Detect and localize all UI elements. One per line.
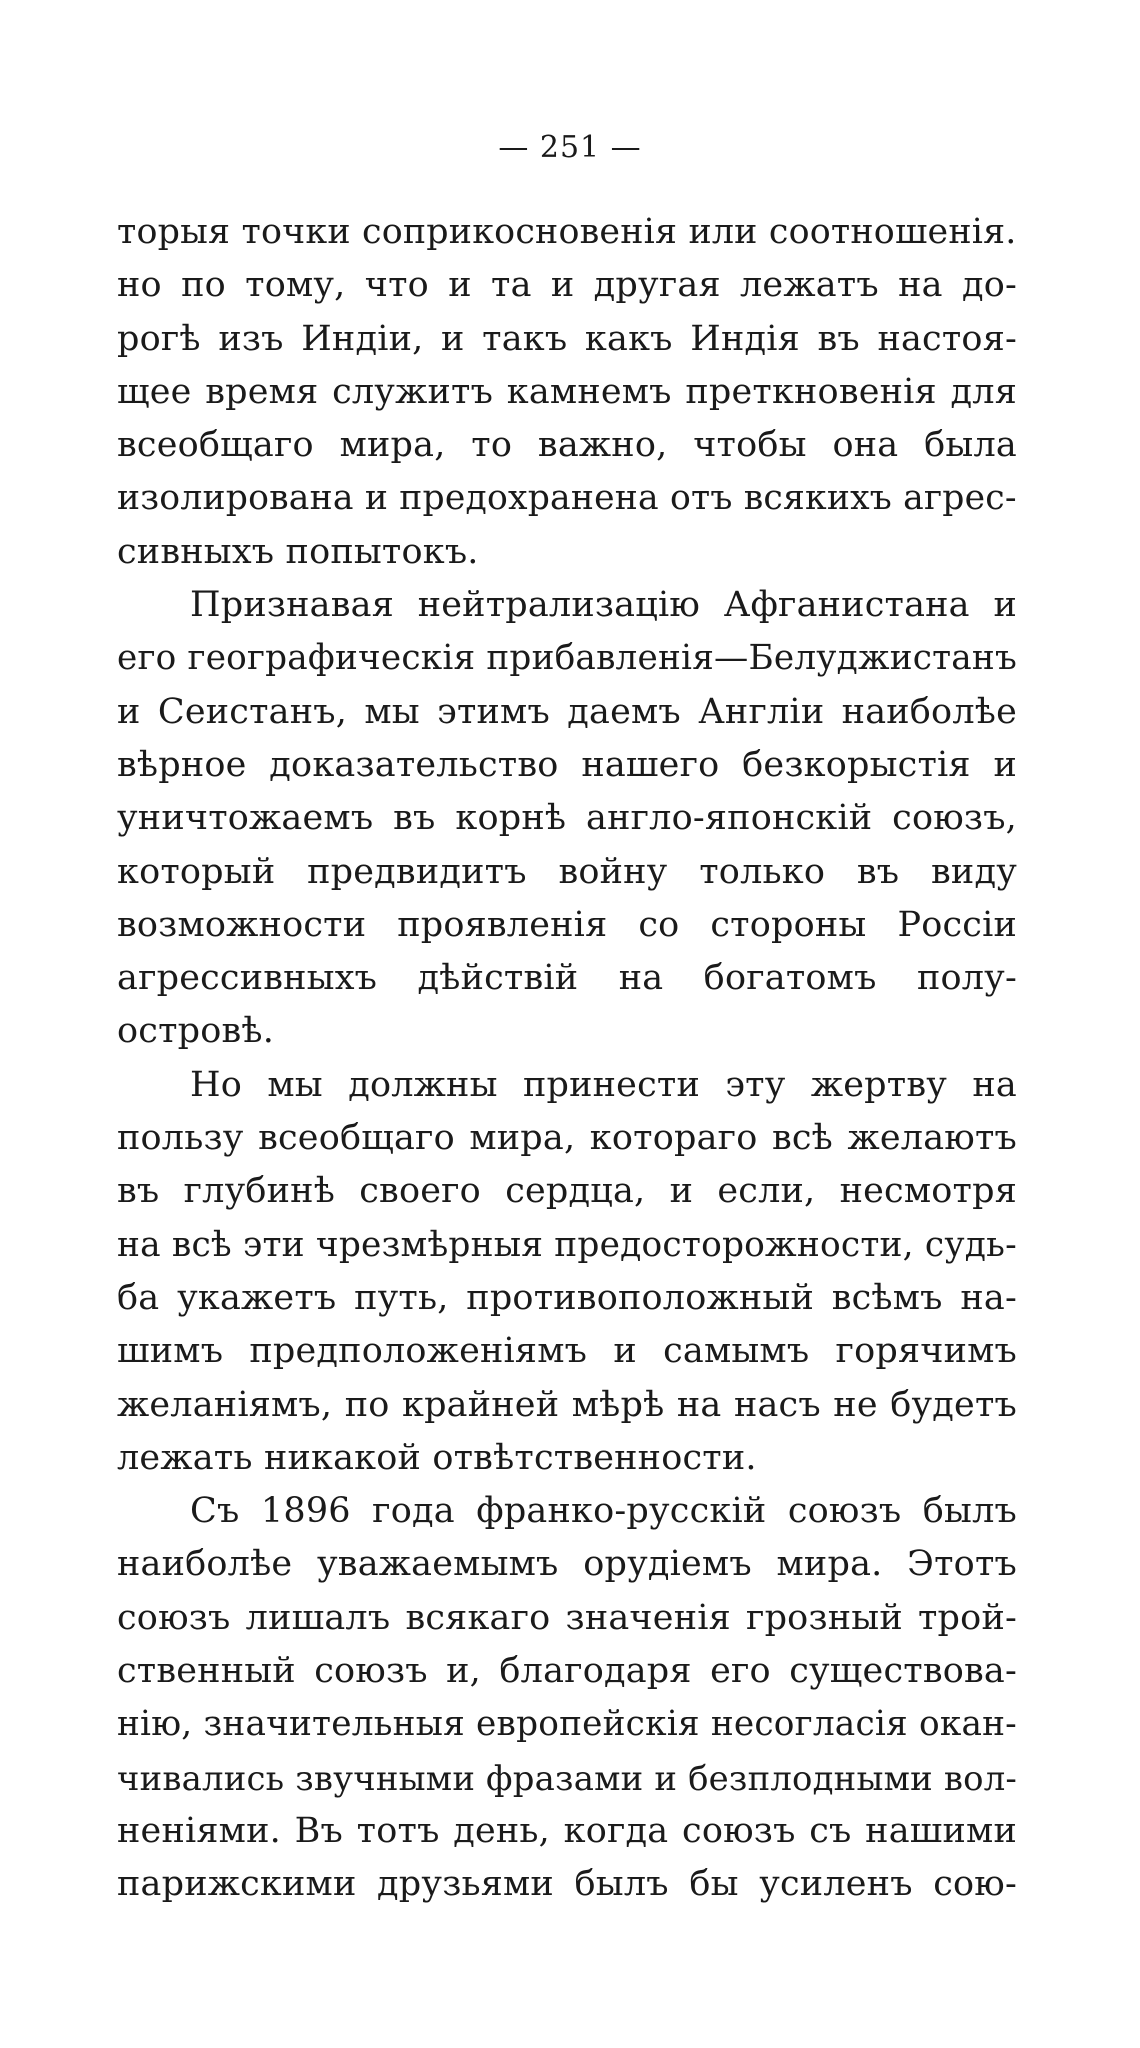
text-line: на всѣ эти чрезмѣрныя предосторожности, судь- (117, 1224, 1017, 1265)
text-line: уничтожаемъ въ корнѣ англо-японскій союзъ, (117, 798, 1017, 839)
text-line: и Сеистанъ, мы этимъ даемъ Англіи наиболѣе (117, 691, 1017, 732)
text-line: рогѣ изъ Индіи, и такъ какъ Индія въ настоя- (117, 318, 1017, 359)
text-line: возможности проявленія со стороны Россіи (117, 904, 1017, 945)
text-line: парижскими друзьями былъ бы усиленъ сою- (117, 1864, 1017, 1905)
text-line: щее время служитъ камнемъ преткновенія для (117, 371, 1017, 412)
text-line: желаніямъ, по крайней мѣрѣ на насъ не будетъ (117, 1384, 1017, 1425)
text-line: сивныхъ попытокъ. (117, 531, 479, 572)
text-line: Съ 1896 года франко-русскій союзъ былъ (190, 1491, 1017, 1532)
text-line: агрессивныхъ дѣйствій на богатомъ полу- (117, 958, 1017, 999)
text-line: нію, значительныя европейскія несогласія окан- (117, 1704, 1017, 1745)
text-line: Но мы должны принести эту жертву на (190, 1064, 1017, 1105)
text-line: вѣрное доказательство нашего безкорыстія и (117, 744, 1017, 785)
text-line: шимъ предположеніямъ и самымъ горячимъ (117, 1331, 1017, 1372)
text-line: изолирована и предохранена отъ всякихъ агрес- (117, 478, 1017, 519)
text-line: торыя точки соприкосновенія или соотношенія. (117, 212, 1017, 252)
text-line: Признавая нейтрализацію Афганистана и (190, 585, 1017, 626)
text-line: союзъ лишалъ всякаго значенія грозный трой- (117, 1597, 1017, 1638)
text-line: его географическія прибавленія—Белуджистанъ (117, 638, 1017, 679)
text-line: пользу всеобщаго мира, котораго всѣ желаютъ (117, 1118, 1017, 1159)
text-line: который предвидитъ войну только въ виду (117, 851, 1017, 892)
text-line: ба укажетъ путь, противоположный всѣмъ на- (117, 1277, 1017, 1318)
text-line: островѣ. (117, 1011, 275, 1052)
text-line: лежать никакой отвѣтственности. (117, 1437, 757, 1478)
text-line: въ глубинѣ своего сердца, и если, несмотря (117, 1171, 1017, 1212)
text-line: неніями. Въ тотъ день, когда союзъ съ нашими (117, 1810, 1017, 1851)
text-line: наиболѣе уважаемымъ орудіемъ мира. Этотъ (117, 1544, 1017, 1585)
body-text (117, 206, 1017, 1912)
page-number: — 251 — (498, 130, 642, 165)
text-line: но по тому, что и та и другая лежатъ на до- (117, 265, 1017, 306)
text-line: всеобщаго мира, то важно, чтобы она была (117, 425, 1017, 466)
text-line: ственный союзъ и, благодаря его существова- (117, 1651, 1017, 1692)
text-line: чивались звучными фразами и безплодными вол- (117, 1758, 1018, 1798)
